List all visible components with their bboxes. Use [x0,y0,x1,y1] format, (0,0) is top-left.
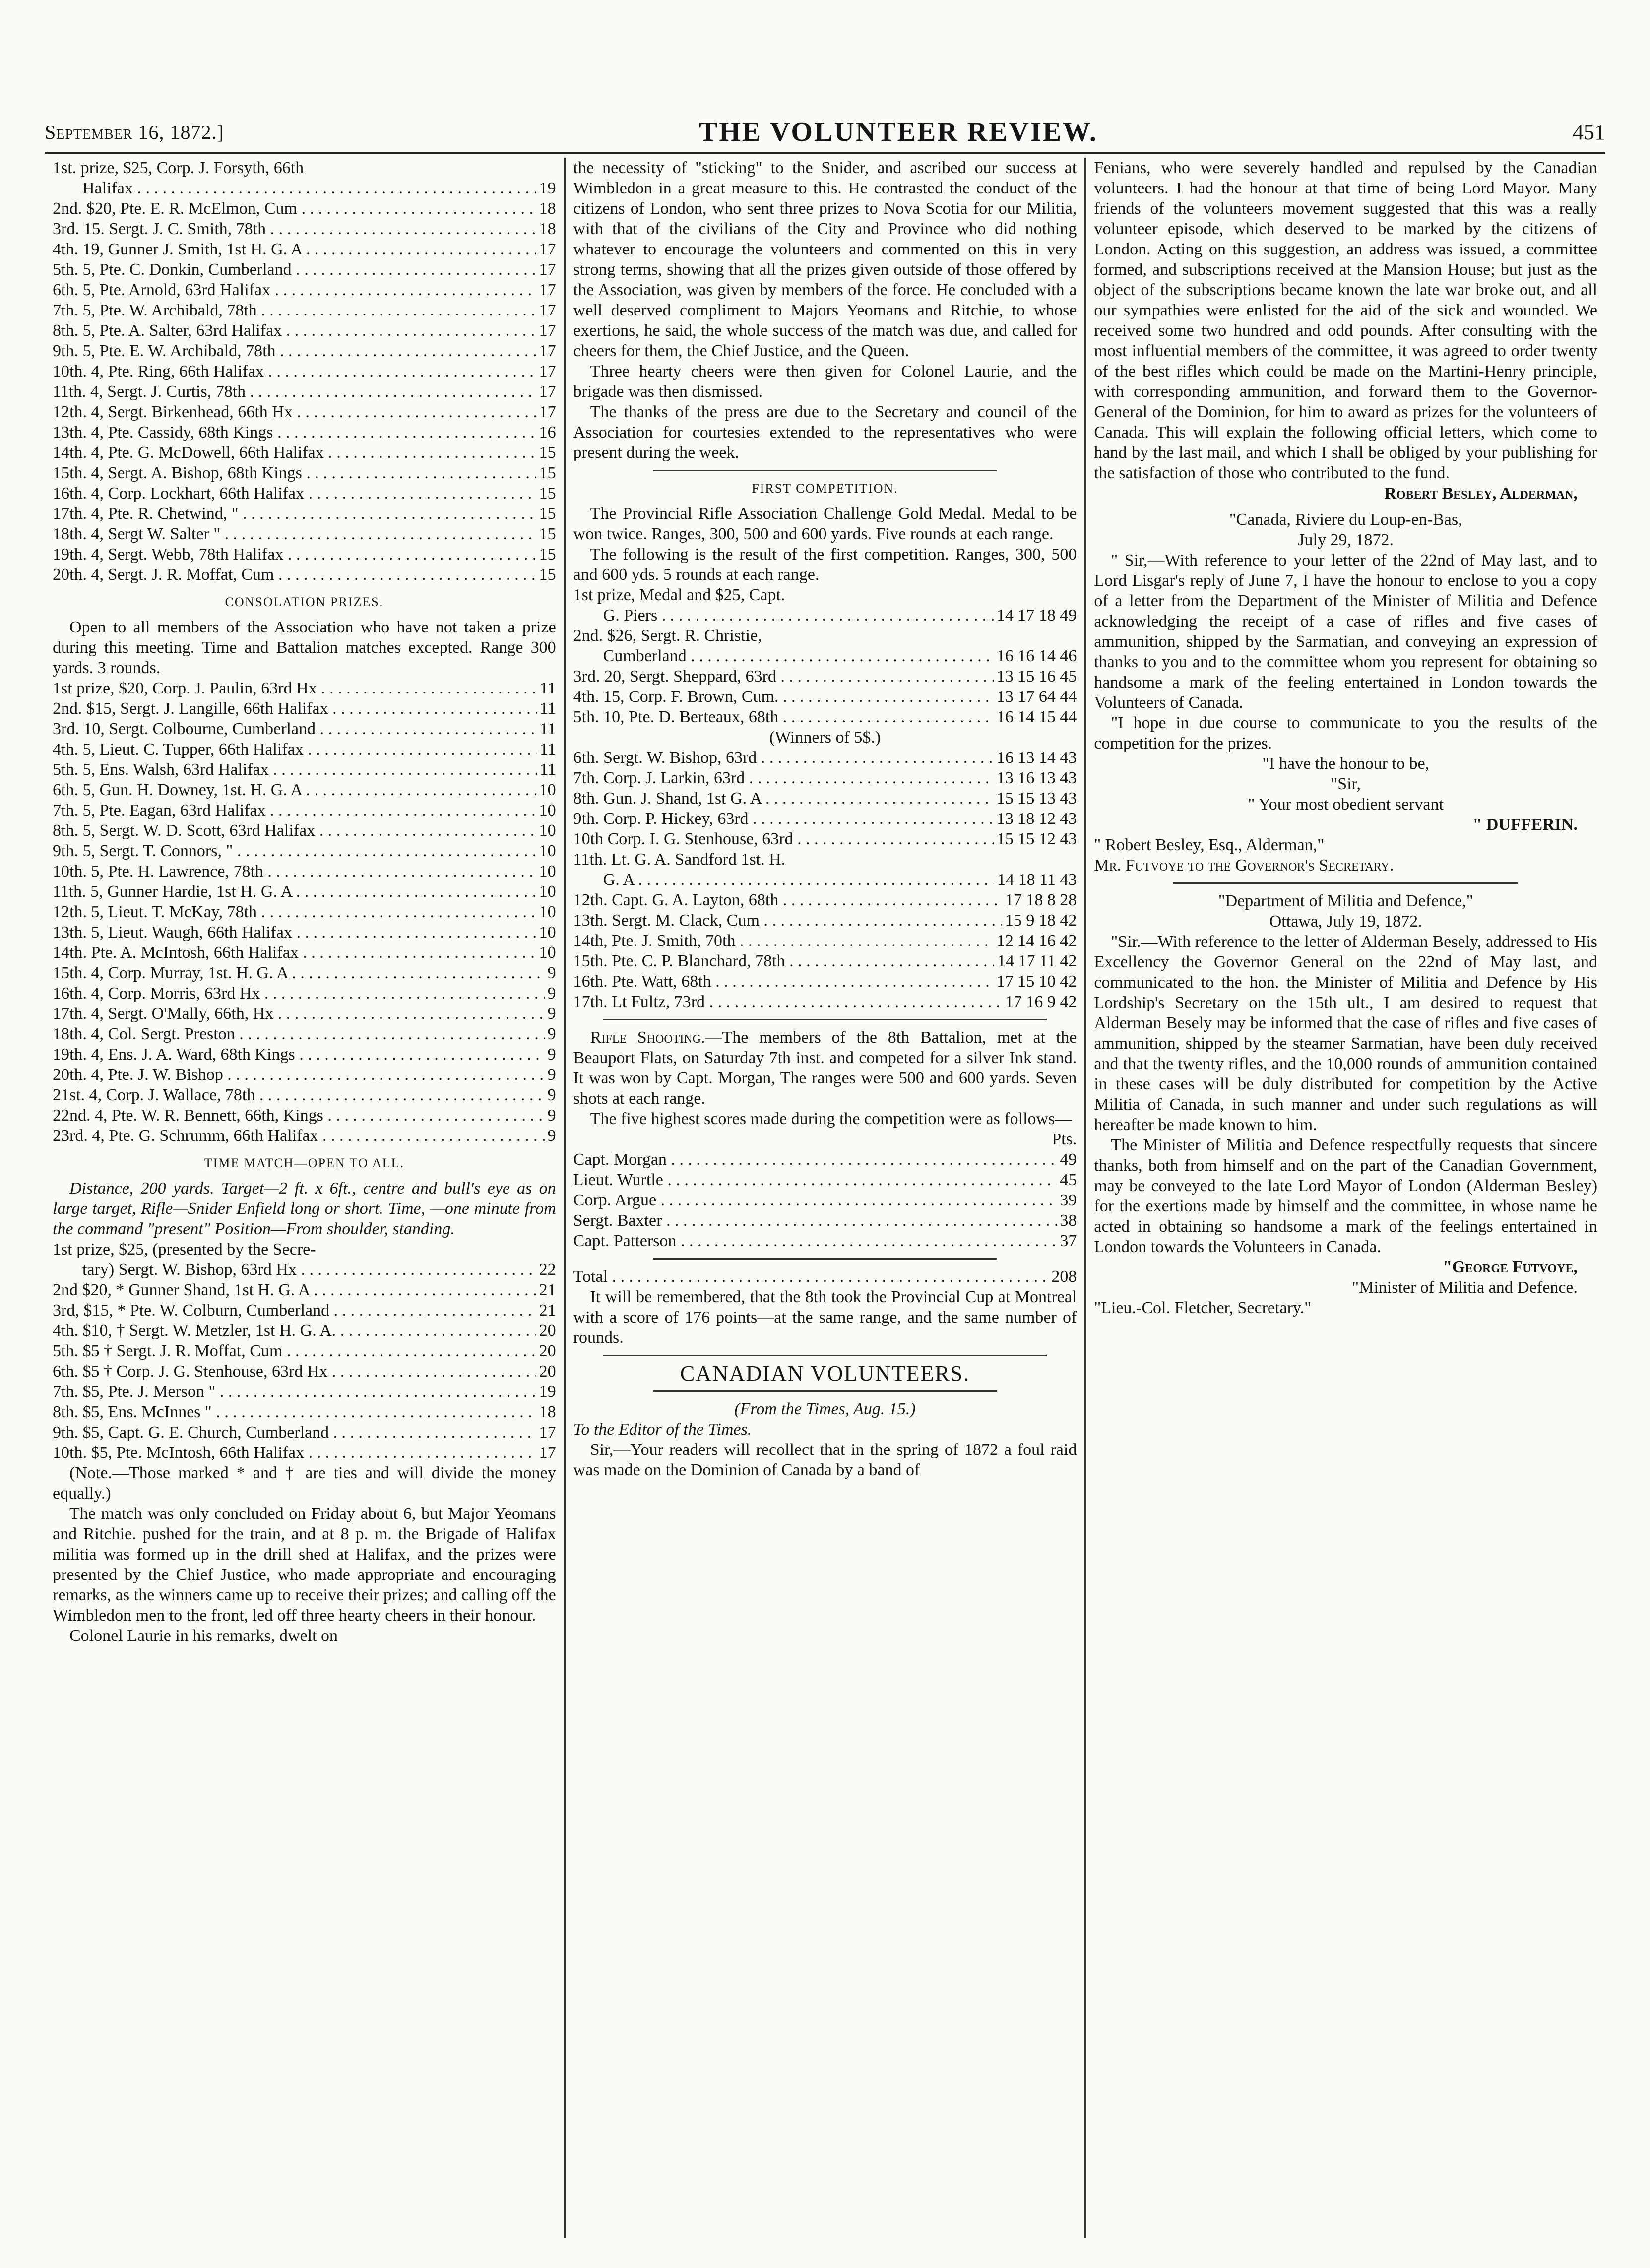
consolation-score: 11 [539,679,556,697]
result-scores: 16 16 14 46 [996,647,1077,665]
prize-score: 16 [539,423,556,441]
prize-label: 7th. 5, Pte. W. Archibald, 78th . . . [53,300,536,320]
highest-pts: 39 [1060,1191,1077,1209]
consolation-score: 11 [539,699,556,718]
consolation-row [53,983,556,1004]
result-label-cont: Cumberland . . . [603,646,994,666]
time-match-score: 17 [539,1423,556,1442]
highest-row [573,1190,1077,1210]
result-label: 15th. Pte. C. P. Blanchard, 78th . . . [573,951,994,971]
consolation-score: 9 [547,1086,556,1104]
result-row [573,829,1077,849]
winners-note: (Winners of 5$.) [769,728,881,747]
time-match-label: 1st prize, $25, (presented by the Secre- [53,1240,316,1259]
divider [653,470,998,471]
result-scores: 13 16 13 43 [996,769,1077,787]
to-editor: To the Editor of the Times. [573,1420,752,1439]
prize-score: 18 [539,199,556,218]
futvoye-signature: "George Futvoye, [1443,1258,1578,1276]
time-match-label: 9th. $5, Capt. G. E. Church, Cumberland . . . [53,1422,536,1443]
highest-pts: 37 [1060,1232,1077,1250]
consolation-row [53,759,556,780]
rifle-shooting-title: Rifle Shooting. [590,1028,705,1047]
prize-label: 5th. 5, Pte. C. Donkin, Cumberland . . . [53,259,536,280]
time-match-label: 5th. $5 † Sergt. J. R. Moffat, Cum . . . [53,1341,536,1361]
result-scores: 12 14 16 42 [996,932,1077,950]
prize-row [53,544,556,565]
consolation-score: 9 [547,964,556,982]
consolation-score: 10 [539,923,556,942]
time-match-row [53,1341,556,1361]
letter1-place: "Canada, Riviere du Loup-en-Bas, [1229,510,1462,529]
highest-name: Corp. Argue . . . [573,1190,1057,1210]
divider [653,1390,998,1392]
prize-row [53,483,556,504]
consolation-score: 10 [539,781,556,799]
letter1-date: July 29, 1872. [1298,531,1394,549]
highest-row [573,1170,1077,1190]
prize-score: 17 [539,321,556,340]
consolation-label: 4th. 5, Lieut. C. Tupper, 66th Halifax . . . [53,739,537,759]
columns [45,158,1605,2238]
time-match-label: 8th. $5, Ens. McInnes " . . . [53,1402,536,1422]
time-match-score: 21 [539,1281,556,1299]
consolation-label: 1st prize, $20, Corp. J. Paulin, 63rd Hx . . . [53,678,537,698]
consolation-score: 9 [547,1106,556,1125]
prize-score: 17 [539,362,556,380]
time-match-label: 2nd $20, * Gunner Shand, 1st H. G. A . . . [53,1280,536,1300]
time-match-label: 6th. $5 † Corp. J. G. Stenhouse, 63rd Hx . . . [53,1361,536,1382]
prize-score: 18 [539,220,556,238]
result-label-cont: G. A . . . [603,870,994,890]
divider [603,1355,1047,1356]
time-match-intro: Distance, 200 yards. Target—2 ft. x 6ft., centre and bull's eye as on large target, Rifle—Snider Enfield long or short. Time, —one minute from the command "present" Position—From shoulder, standing. [53,1179,556,1238]
prize-score: 17 [539,260,556,279]
time-match-score: 21 [539,1301,556,1320]
consolation-label: 14th. Pte. A. McIntosh, 66th Halifax . . . [53,943,536,963]
result-scores: 13 18 12 43 [996,810,1077,828]
time-match-score: 20 [539,1342,556,1360]
prize-label: 18th. 4, Sergt W. Salter " . . . [53,524,536,544]
result-label: 6th. Sergt. W. Bishop, 63rd . . . [573,748,994,768]
prize-score: 17 [539,382,556,401]
prize-row [53,320,556,341]
result-row [573,687,1077,707]
page-header [45,112,1605,154]
consolation-row [53,882,556,902]
result-scores: 13 15 16 45 [996,667,1077,686]
result-scores: 14 17 11 42 [997,952,1077,970]
result-row [573,992,1077,1012]
prize-row [53,341,556,361]
consolation-label: 3rd. 10, Sergt. Colbourne, Cumberland . . . [53,719,537,739]
consolation-list [53,678,556,1146]
time-match-score: 20 [539,1322,556,1340]
total-value: 208 [1051,1267,1077,1286]
result-row [573,910,1077,931]
consolation-score: 11 [539,740,556,758]
highest-pts: 45 [1060,1171,1077,1189]
letter2-cc: "Lieu.-Col. Fletcher, Secretary." [1094,1299,1312,1317]
result-scores: 17 15 10 42 [996,972,1077,991]
time-match-row [53,1280,556,1300]
consolation-row [53,963,556,983]
laurie-remarks: the necessity of "sticking" to the Snider, and ascribed our success at Wimbledon in a great measure to this. He contrasted the conduct of the citizens of London, who sent three prizes to Nova Scotia for our Militia, with that of the civilians of the City and Province who did nothing whatever to encourage the volunteers and commented on this in very strong terms, showing that all the prizes given outside of those offered by the Association, was given by members of the force. He concluded with a well deserved compliment to Majors Yeomans and Ritchie, to whose exertions, he said, the whole success of the match was due, and called for cheers for them, the Chief Justice, and the Queen. [573,159,1077,360]
five-highest-intro: The five highest scores made during the competition were as follows— [590,1110,1072,1128]
result-row [573,768,1077,788]
result-label: 10th Corp. I. G. Stenhouse, 63rd . . . [573,829,994,849]
result-row [573,707,1077,727]
highest-name: Capt. Morgan . . . [573,1149,1057,1170]
consolation-row [53,820,556,841]
letter2-body: "Sir.—With reference to the letter of Alderman Besely, addressed to His Excellency the Governor General on the 22nd of May last, and communicated to the hon. the Minister of Militia and Defence by His Lordship's Secretary on the 15th ult., I am desired to request that Alderman Besely may be informed that the case of rifles and five cases of ammunition, shipped by the steamer Sarmatian, have been duly received and that the twenty rifles, and the 10,000 rounds of ammunition contained in these cases will be duly distributed for competition by the Active Militia of Canada, in such manner and under such regulations as will hereafter be made known to him. [1094,933,1598,1134]
result-row [573,605,1077,626]
time-match-list [53,1239,556,1463]
consolation-row [53,1085,556,1105]
consolation-score: 10 [539,944,556,962]
prize-label: 17th. 4, Pte. R. Chetwind, " . . . [53,504,536,524]
consolation-score: 11 [539,760,556,779]
consolation-intro: Open to all members of the Association who have not taken a prize during this meeting. Time and Battalion matches excepted. Range 300 yards. 3 rounds. [53,618,556,677]
prize-score: 15 [539,484,556,503]
consolation-label: 15th. 4, Corp. Murray, 1st. H. G. A . . . [53,963,545,983]
result-scores: 17 16 9 42 [1005,993,1077,1011]
time-match-label: 4th. $10, † Sergt. W. Metzler, 1st H. G. A. . . . [53,1321,536,1341]
consolation-row [53,861,556,882]
result-label: 9th. Corp. P. Hickey, 63rd . . . [573,809,994,829]
result-label: 5th. 10, Pte. D. Berteaux, 68th . . . [573,707,994,727]
prize-label-cont: Halifax . . . [82,178,536,198]
prize-row [53,422,556,442]
result-label: 16th. Pte. Watt, 68th . . . [573,971,994,992]
time-match-score: 19 [539,1383,556,1401]
result-scores: 17 18 8 28 [1005,891,1077,909]
prize-row [53,463,556,483]
time-match-row [53,1300,556,1321]
highest-pts: 49 [1060,1150,1077,1169]
remembered-paragraph: It will be remembered, that the 8th took the Provincial Cup at Montreal with a score of 176 points—at the same range, and the same number of rounds. [573,1288,1077,1347]
consolation-heading: CONSOLATION PRIZES. [225,595,384,609]
prize-row [53,381,556,402]
consolation-label: 5th. 5, Ens. Walsh, 63rd Halifax . . . [53,759,537,780]
prize-list [53,158,556,585]
result-row [573,890,1077,910]
highest-row [573,1231,1077,1251]
time-match-row [53,1382,556,1402]
consolation-label: 22nd. 4, Pte. W. R. Bennett, 66th, Kings . . . [53,1105,545,1126]
prize-label: 16th. 4, Corp. Lockhart, 66th Halifax . . . [53,483,536,504]
prize-row [53,442,556,463]
result-label: 2nd. $26, Sergt. R. Christie, [573,627,762,645]
header-title: THE VOLUNTEER REVIEW. [698,117,1098,147]
prize-label: 13th. 4, Pte. Cassidy, 68th Kings . . . [53,422,536,442]
consolation-label: 7th. 5, Pte. Eagan, 63rd Halifax . . . [53,800,536,820]
result-scores: 15 9 18 42 [1005,911,1077,930]
consolation-score: 11 [539,720,556,738]
prize-label: 12th. 4, Sergt. Birkenhead, 66th Hx . . . [53,402,536,422]
prize-score: 17 [539,342,556,360]
result-label: 1st prize, Medal and $25, Capt. [573,586,785,604]
total-label: Total . . . [573,1266,1049,1287]
consolation-score: 10 [539,903,556,921]
time-match-label: 3rd, $15, * Pte. W. Colburn, Cumberland . . . [53,1300,536,1321]
futvoye-title: "Minister of Militia and Defence. [1352,1278,1578,1297]
letter1-close-3: " Your most obedient servant [1248,795,1444,814]
page-number: 451 [1572,120,1605,144]
prize-score: 17 [539,240,556,258]
consolation-score: 10 [539,842,556,860]
prize-score: 15 [539,525,556,543]
consolation-label: 19th. 4, Ens. J. A. Ward, 68th Kings . . . [53,1044,545,1065]
rifle-shooting-text: —The members of the 8th Battalion, met at the Beauport Flats, on Saturday 7th inst. and competed for a silver Ink stand. It was won by Capt. Morgan, The ranges were 500 and 600 yards. Seven shots at each range. [573,1028,1077,1108]
highest-row [573,1210,1077,1231]
prize-label: 11th. 4, Sergt. J. Curtis, 78th . . . [53,381,536,402]
column-2 [564,158,1085,2238]
result-label: 17th. Lt Fultz, 73rd . . . [573,992,1002,1012]
time-match-label: 10th. $5, Pte. McIntosh, 66th Halifax . . . [53,1443,536,1463]
prize-label: 14th. 4, Pte. G. McDowell, 66th Halifax . . . [53,442,536,463]
consolation-score: 10 [539,821,556,840]
consolation-label: 8th. 5, Sergt. W. D. Scott, 63rd Halifax . . . [53,820,536,841]
consolation-row [53,719,556,739]
prize-score: 17 [539,301,556,319]
consolation-row [53,1126,556,1146]
prize-row [53,300,556,320]
consolation-label: 12th. 5, Lieut. T. McKay, 78th . . . [53,902,536,922]
result-scores: 14 17 18 49 [996,606,1077,625]
letter2-minister: The Minister of Militia and Defence respectfully requests that sincere thanks, both from himself and on the part of the Canadian Government, may be conveyed to the late Lord Mayor of London (Alderman Besley) for the exertions made by himself and the committee, in whose name he acted in obtaining so handsome a mark of the feelings entertained in London towards the Volunteers in Canada. [1094,1136,1598,1256]
prize-score: 15 [539,545,556,564]
consolation-score: 9 [547,1045,556,1064]
prize-score: 17 [539,281,556,299]
prize-label: 1st. prize, $25, Corp. J. Forsyth, 66th [53,159,304,177]
letter1-body: " Sir,—With reference to your letter of the 22nd of May last, and to Lord Lisgar's reply of June 7, I have the honour to enclose to you a copy of a letter from the Department of the Minister of Militia and Defence acknowledging the receipt of a case of rifles and five cases of ammunition, shipped by the Sarmatian, and conveying an expression of thanks to you and to the committee whom you represent for obtaining so handsome a mark of the feeling entertained in London towards the Volunteers of Canada. [1094,551,1598,712]
letter1-hope: "I hope in due course to communicate to you the results of the competition for the prizes. [1094,714,1598,753]
prize-label: 19th. 4, Sergt. Webb, 78th Halifax . . . [53,544,536,565]
result-row [573,931,1077,951]
column-1 [45,158,564,2238]
prize-row [53,219,556,239]
consolation-score: 9 [547,1005,556,1023]
prize-score: 15 [539,504,556,523]
highest-name: Lieut. Wurtle . . . [573,1170,1057,1190]
prize-row [53,280,556,300]
results-table [573,585,1077,1012]
letter1-close-2: "Sir, [1331,775,1361,793]
result-label: 11th. Lt. G. A. Sandford 1st. H. [573,850,786,869]
result-row [573,971,1077,992]
consolation-row [53,1004,556,1024]
time-match-score: 17 [539,1444,556,1462]
from-times: (From the Times, Aug. 15.) [734,1400,916,1418]
consolation-row [53,780,556,800]
result-label: 7th. Corp. J. Larkin, 63rd . . . [573,768,994,788]
result-row [573,666,1077,687]
consolation-label: 21st. 4, Corp. J. Wallace, 78th . . . [53,1085,545,1105]
prize-score: 19 [539,179,556,197]
pts-label: Pts. [1052,1130,1077,1148]
prize-row [53,361,556,381]
result-label: 8th. Gun. J. Shand, 1st G. A . . . [573,788,994,809]
divider [653,1258,998,1260]
time-match-label: 7th. $5, Pte. J. Merson " . . . [53,1382,536,1402]
closing-last-line: Colonel Laurie in his remarks, dwelt on [69,1627,338,1645]
letter1-via: Mr. Futvoye to the Governor's Secretary. [1094,856,1394,875]
first-competition-intro-2: The following is the result of the first competition. Ranges, 300, 500 and 600 yds. 5 rounds at each range. [573,545,1077,584]
consolation-row [53,800,556,820]
consolation-label: 9th. 5, Sergt. T. Connors, " . . . [53,841,536,861]
besley-signature: Robert Besley, Alderman, [1384,484,1578,503]
prize-label: 20th. 4, Sergt. J. R. Moffat, Cum . . . [53,565,536,585]
time-match-heading: TIME MATCH—OPEN TO ALL. [204,1156,404,1170]
result-scores: 14 18 11 43 [997,871,1077,889]
result-label: 3rd. 20, Sergt. Sheppard, 63rd . . . [573,666,994,687]
result-scores: 15 15 12 43 [996,830,1077,848]
thanks-paragraph: The thanks of the press are due to the Secretary and council of the Association for courtesies extended to the representatives who were present during the week. [573,403,1077,462]
consolation-score: 10 [539,862,556,881]
time-match-label-cont: tary) Sergt. W. Bishop, 63rd Hx . . . [82,1260,536,1280]
result-scores: 13 17 64 44 [996,688,1077,706]
consolation-row [53,739,556,759]
highest-name: Sergt. Baxter . . . [573,1210,1057,1231]
time-match-row [53,1361,556,1382]
column-3 [1084,158,1605,2238]
consolation-label: 11th. 5, Gunner Hardie, 1st H. G. A . . . [53,882,536,902]
prize-label: 4th. 19, Gunner J. Smith, 1st H. G. A . . . [53,239,536,259]
prize-row [53,565,556,585]
consolation-row [53,922,556,943]
highest-row [573,1149,1077,1170]
prize-row [53,178,556,198]
time-match-score: 20 [539,1362,556,1381]
time-match-row [53,1443,556,1463]
prize-label: 8th. 5, Pte. A. Salter, 63rd Halifax . . . [53,320,536,341]
result-row [573,748,1077,768]
consolation-score: 9 [547,984,556,1003]
divider [1173,882,1518,884]
time-match-score: 18 [539,1403,556,1421]
consolation-label: 17th. 4, Sergt. O'Mally, 66th, Hx . . . [53,1004,545,1024]
fenians-paragraph: Fenians, who were severely handled and repulsed by the Canadian volunteers. I had the honour at that time of being Lord Mayor. Many friends of the volunteers movement suggested that this was a really volunteer episode, which deserved to be marked by the citizens of London. Acting on this suggestion, an address was issued, a committee formed, and subscriptions received at the Mansion House; but just as the object of the subscriptions became known the late war broke out, and all our sympathies were enlisted for the aid of the sick and wounded. We received some two hundred and odd pounds. After consulting with the most influential members of the committee, it was agreed to order twenty of the best rifles which could be made on the Martini-Henry principle, with corresponding ammunition, and forward them to the Governor-General of the Dominion, for him to award as prizes for the volunteers of Canada. This will explain the following official letters, which come to hand by the last mail, and which I shall be obliged by your publishing for the satisfaction of those who contributed to the fund. [1094,159,1598,482]
time-match-score: 22 [539,1260,556,1279]
first-competition-heading: FIRST COMPETITION. [752,481,898,496]
prize-score: 17 [539,403,556,421]
prize-score: 15 [539,566,556,584]
cheers-paragraph: Three hearty cheers were then given for Colonel Laurie, and the brigade was then dismissed. [573,362,1077,401]
prize-row [53,259,556,280]
total-row [573,1266,1077,1287]
divider [603,1019,1047,1020]
result-scores: 16 14 15 44 [996,708,1077,726]
prize-label: 2nd. $20, Pte. E. R. McElmon, Cum . . . [53,198,536,219]
letter2-date: Ottawa, July 19, 1872. [1269,912,1422,931]
highest-scores [573,1149,1077,1251]
consolation-label: 10th. 5, Pte. H. Lawrence, 78th . . . [53,861,536,882]
highest-name: Capt. Patterson . . . [573,1231,1057,1251]
consolation-row [53,943,556,963]
consolation-label: 23rd. 4, Pte. G. Schrumm, 66th Halifax . . . [53,1126,545,1146]
prize-label: 10th. 4, Pte. Ring, 66th Halifax . . . [53,361,536,381]
consolation-label: 2nd. $15, Sergt. J. Langille, 66th Halifax . . . [53,698,537,719]
time-match-row [53,1260,556,1280]
prize-label: 3rd. 15. Sergt. J. C. Smith, 78th . . . [53,219,536,239]
result-label: 12th. Capt. G. A. Layton, 68th . . . [573,890,1002,910]
prize-row [53,239,556,259]
consolation-row [53,1024,556,1044]
letter1-addressee: " Robert Besley, Esq., Alderman," [1094,836,1325,854]
consolation-score: 9 [547,1025,556,1043]
result-row [573,870,1077,890]
consolation-label: 13th. 5, Lieut. Waugh, 66th Halifax . . . [53,922,536,943]
closing-paragraph: The match was only concluded on Friday about 6, but Major Yeomans and Ritchie. pushed for the train, and at 8 p. m. the Brigade of Halifax militia was formed up in the drill shed at Halifax, and the prizes were presented by the Chief Justice, who made appropriate and encouraging remarks, as the winners came up to receive their prizes; and calling off the Wimbledon men to the front, led off three hearty cheers in their honour. [53,1505,556,1625]
result-row [573,788,1077,809]
result-label: 14th, Pte. J. Smith, 70th . . . [573,931,994,951]
prize-label: 15th. 4, Sergt. A. Bishop, 68th Kings . . . [53,463,536,483]
time-match-row [53,1422,556,1443]
consolation-row [53,902,556,922]
canadian-volunteers-title: CANADIAN VOLUNTEERS. [680,1361,970,1386]
prize-label: 6th. 5, Pte. Arnold, 63rd Halifax . . . [53,280,536,300]
header-date: September 16, 1872.] [45,121,224,143]
first-competition-intro: The Provincial Rifle Association Challenge Gold Medal. Medal to be won twice. Ranges, 300, 500 and 600 yards. Five rounds at each range. [573,504,1077,543]
prize-row [53,524,556,544]
prize-row [53,402,556,422]
result-row [573,646,1077,666]
sir-paragraph: Sir,—Your readers will recollect that in the spring of 1872 a foul raid was made on the Dominion of Canada by a band of [573,1441,1077,1479]
result-label: 13th. Sergt. M. Clack, Cum . . . [573,910,1002,931]
consolation-row [53,698,556,719]
consolation-label: 6th. 5, Gun. H. Downey, 1st. H. G. A . . . [53,780,536,800]
prize-score: 15 [539,464,556,482]
consolation-score: 9 [547,1066,556,1084]
prize-row [53,504,556,524]
consolation-row [53,678,556,698]
consolation-label: 20th. 4, Pte. J. W. Bishop . . . [53,1065,545,1085]
consolation-row [53,1105,556,1126]
consolation-row [53,1065,556,1085]
highest-pts: 38 [1060,1211,1077,1230]
dufferin-signature: " DUFFERIN. [1472,816,1578,834]
prize-label: 9th. 5, Pte. E. W. Archibald, 78th . . . [53,341,536,361]
prize-score: 15 [539,443,556,462]
consolation-label: 16th. 4, Corp. Morris, 63rd Hx . . . [53,983,545,1004]
letter2-place: "Department of Militia and Defence," [1218,892,1473,910]
result-row [573,951,1077,971]
letter1-close-1: "I have the honour to be, [1262,755,1430,773]
consolation-score: 10 [539,801,556,819]
result-scores: 15 15 13 43 [996,789,1077,808]
time-match-row [53,1321,556,1341]
consolation-label: 18th. 4, Col. Sergt. Preston . . . [53,1024,545,1044]
time-match-row [53,1402,556,1422]
consolation-score: 10 [539,882,556,901]
consolation-row [53,841,556,861]
consolation-row [53,1044,556,1065]
result-label-cont: G. Piers . . . [603,605,994,626]
result-row [573,809,1077,829]
consolation-score: 9 [547,1127,556,1145]
result-scores: 16 13 14 43 [996,749,1077,767]
prize-row [53,198,556,219]
tie-note: (Note.—Those marked * and † are ties and will divide the money equally.) [53,1464,556,1503]
result-label: 4th. 15, Corp. F. Brown, Cum. . . . [573,687,994,707]
